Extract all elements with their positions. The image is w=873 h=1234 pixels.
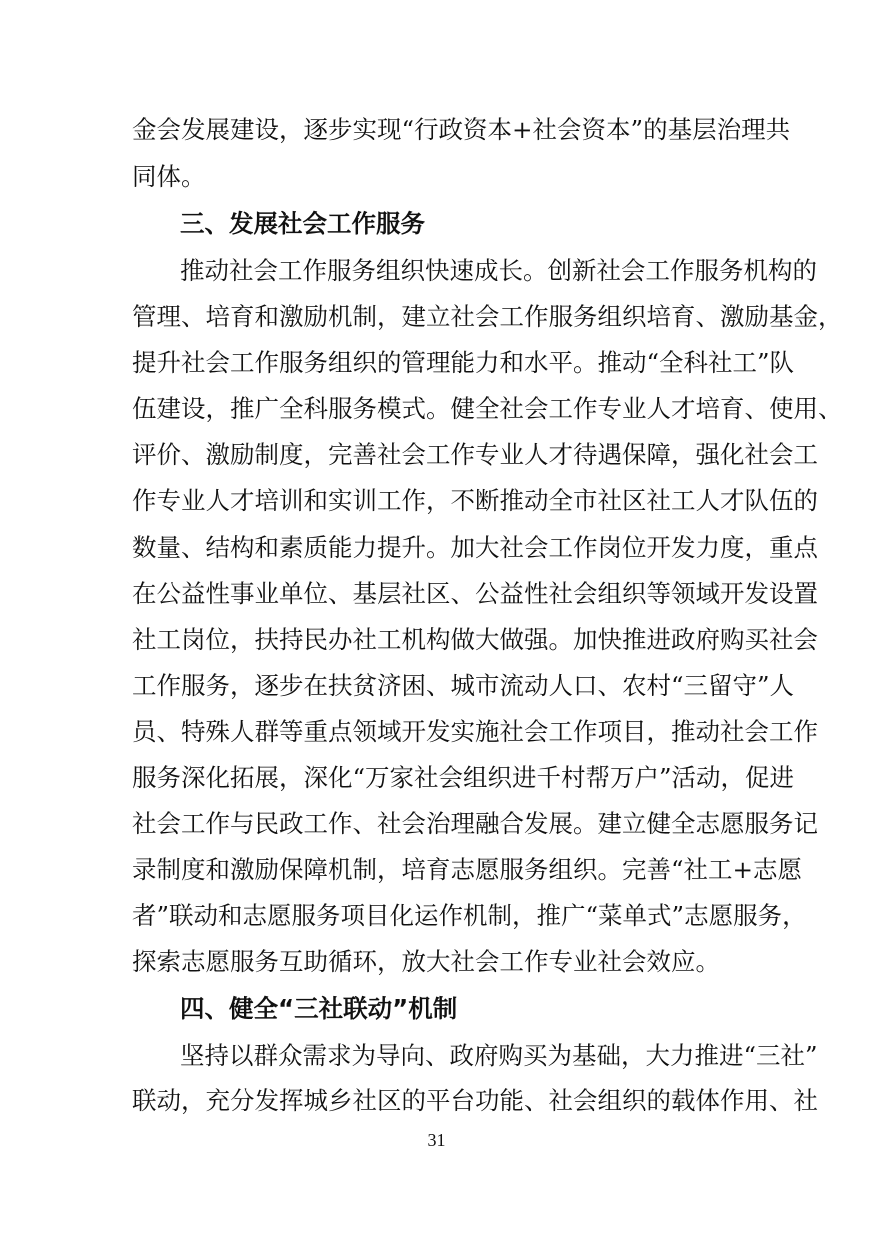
paragraph-line: 服务深化拓展，深化“万家社会组织进千村帮万户”活动，促进 [132,763,795,792]
section-heading-4: 四、健全“三社联动”机制 [180,994,458,1023]
paragraph-line: 同体。 [132,162,206,191]
paragraph-line: 员、特殊人群等重点领域开发实施社会工作项目，推动社会工作 [132,717,818,746]
paragraph-line: 数量、结构和素质能力提升。加大社会工作岗位开发力度，重点 [132,533,818,562]
paragraph-line: 作专业人才培训和实训工作，不断推动全市社区社工人才队伍的 [132,486,818,515]
paragraph-line: 探索志愿服务互助循环，放大社会工作专业社会效应。 [132,947,720,976]
section-heading-3: 三、发展社会工作服务 [180,209,425,238]
paragraph-line: 坚持以群众需求为导向、政府购买为基础，大力推进“三社” [180,1041,818,1070]
paragraph-line: 社工岗位，扶持民办社工机构做大做强。加快推进政府购买社会 [132,625,818,654]
paragraph-line: 伍建设，推广全科服务模式。健全社会工作专业人才培育、使用、 [132,394,843,423]
paragraph-line: 提升社会工作服务组织的管理能力和水平。推动“全科社工”队 [132,348,795,377]
paragraph-line: 者”联动和志愿服务项目化运作机制，推广“菜单式”志愿服务， [132,901,807,930]
paragraph-line: 管理、培育和激励机制，建立社会工作服务组织培育、激励基金， [132,302,843,331]
paragraph-line: 社会工作与民政工作、社会治理融合发展。建立健全志愿服务记 [132,809,818,838]
paragraph-line: 录制度和激励保障机制，培育志愿服务组织。完善“社工+志愿 [132,855,803,884]
paragraph-line: 联动，充分发挥城乡社区的平台功能、社会组织的载体作用、社 [132,1086,818,1115]
page-number: 31 [427,1130,446,1150]
paragraph-line: 在公益性事业单位、基层社区、公益性社会组织等领域开发设置 [132,579,818,608]
paragraph-line: 金会发展建设，逐步实现“行政资本+社会资本”的基层治理共 [132,115,791,144]
paragraph-line: 推动社会工作服务组织快速成长。创新社会工作服务机构的 [180,256,817,285]
paragraph-line: 工作服务，逐步在扶贫济困、城市流动人口、农村“三留守”人 [132,671,795,700]
paragraph-line: 评价、激励制度，完善社会工作专业人才待遇保障，强化社会工 [132,440,818,469]
